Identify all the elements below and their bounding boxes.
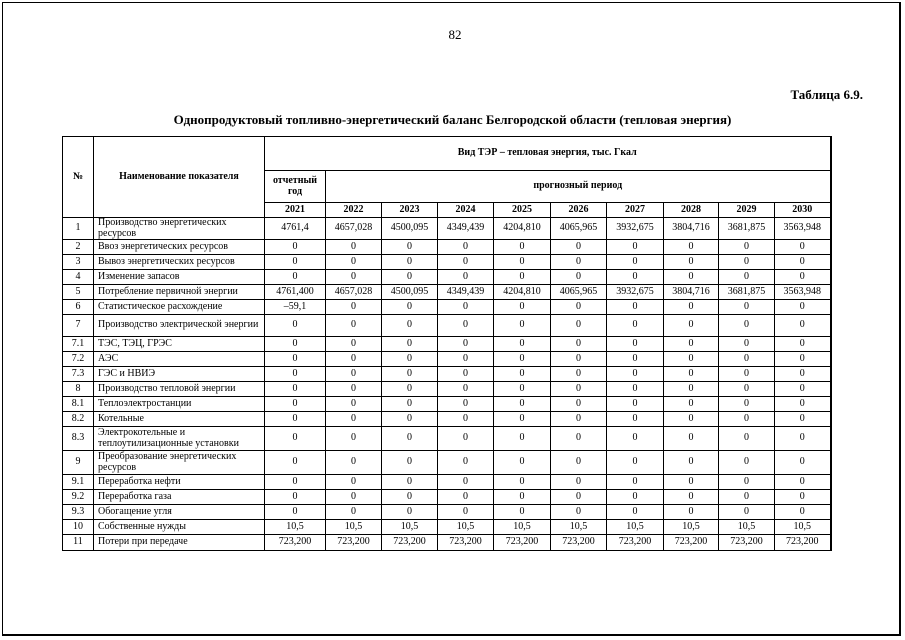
row-number: 4	[63, 270, 94, 285]
row-value-2025: 10,5	[494, 520, 551, 535]
table-row	[63, 300, 831, 315]
row-value-2024: 0	[438, 412, 494, 427]
row-value-2027: 0	[607, 505, 664, 520]
row-value-2030: 0	[775, 300, 831, 315]
row-value-2022: 0	[326, 451, 382, 475]
row-value-2029: 0	[719, 337, 775, 352]
table-row	[63, 367, 831, 382]
row-value-2023: 0	[382, 451, 438, 475]
row-indicator-name: Изменение запасов	[94, 270, 265, 285]
header-year: 2025	[494, 203, 551, 218]
row-value-2030: 0	[775, 427, 831, 451]
header-no: №	[63, 137, 94, 218]
table-row	[63, 412, 831, 427]
row-value-2026: 0	[551, 300, 607, 315]
row-value-2021: 0	[265, 337, 326, 352]
row-value-2022: 10,5	[326, 520, 382, 535]
row-value-2030: 0	[775, 505, 831, 520]
row-value-2023: 0	[382, 352, 438, 367]
row-value-2026: 10,5	[551, 520, 607, 535]
row-value-2028: 3804,716	[664, 218, 719, 240]
row-value-2024: 0	[438, 475, 494, 490]
row-value-2027: 0	[607, 367, 664, 382]
row-value-2024: 0	[438, 367, 494, 382]
row-value-2022: 0	[326, 240, 382, 255]
row-indicator-name: Вывоз энергетических ресурсов	[94, 255, 265, 270]
row-value-2022: 4657,028	[326, 285, 382, 300]
row-value-2026: 0	[551, 382, 607, 397]
row-value-2030: 3563,948	[775, 285, 831, 300]
row-value-2026: 0	[551, 505, 607, 520]
table-row	[63, 315, 831, 337]
row-value-2023: 0	[382, 367, 438, 382]
row-value-2025: 0	[494, 490, 551, 505]
row-value-2024: 0	[438, 315, 494, 337]
row-value-2027: 10,5	[607, 520, 664, 535]
row-value-2023: 10,5	[382, 520, 438, 535]
row-value-2023: 0	[382, 315, 438, 337]
row-value-2027: 723,200	[607, 535, 664, 551]
header-year: 2029	[719, 203, 775, 218]
row-value-2022: 0	[326, 412, 382, 427]
row-value-2025: 0	[494, 427, 551, 451]
row-value-2029: 0	[719, 451, 775, 475]
row-number: 8	[63, 382, 94, 397]
row-number: 9.3	[63, 505, 94, 520]
row-value-2030: 0	[775, 255, 831, 270]
row-value-2030: 0	[775, 337, 831, 352]
row-indicator-name: Статистическое расхождение	[94, 300, 265, 315]
row-indicator-name: ТЭС, ТЭЦ, ГРЭС	[94, 337, 265, 352]
row-value-2025: 0	[494, 451, 551, 475]
row-indicator-name: Преобразование энергетических ресурсов	[94, 451, 265, 475]
header-year: 2024	[438, 203, 494, 218]
row-value-2027: 0	[607, 427, 664, 451]
row-number: 9.1	[63, 475, 94, 490]
table-row	[63, 505, 831, 520]
row-value-2024: 4349,439	[438, 285, 494, 300]
row-value-2025: 0	[494, 412, 551, 427]
row-value-2026: 0	[551, 427, 607, 451]
row-value-2027: 0	[607, 412, 664, 427]
row-value-2026: 0	[551, 451, 607, 475]
row-value-2025: 0	[494, 315, 551, 337]
row-value-2030: 0	[775, 490, 831, 505]
table-row	[63, 270, 831, 285]
row-value-2028: 0	[664, 315, 719, 337]
row-value-2022: 0	[326, 300, 382, 315]
row-value-2029: 0	[719, 382, 775, 397]
row-value-2026: 0	[551, 352, 607, 367]
row-number: 8.2	[63, 412, 94, 427]
row-value-2022: 723,200	[326, 535, 382, 551]
row-number: 10	[63, 520, 94, 535]
row-value-2028: 10,5	[664, 520, 719, 535]
table-row	[63, 218, 831, 240]
row-value-2029: 0	[719, 300, 775, 315]
table-row	[63, 337, 831, 352]
row-value-2021: 0	[265, 397, 326, 412]
row-value-2030: 0	[775, 240, 831, 255]
row-value-2024: 0	[438, 300, 494, 315]
row-value-2029: 0	[719, 412, 775, 427]
row-value-2022: 0	[326, 270, 382, 285]
row-value-2023: 4500,095	[382, 218, 438, 240]
balance-table	[62, 136, 832, 551]
row-indicator-name: Переработка нефти	[94, 475, 265, 490]
row-value-2023: 0	[382, 240, 438, 255]
row-value-2023: 0	[382, 427, 438, 451]
row-value-2021: 0	[265, 451, 326, 475]
row-value-2025: 723,200	[494, 535, 551, 551]
row-value-2025: 0	[494, 367, 551, 382]
row-value-2022: 0	[326, 337, 382, 352]
row-value-2029: 0	[719, 490, 775, 505]
row-value-2026: 0	[551, 490, 607, 505]
row-value-2021: –59,1	[265, 300, 326, 315]
row-value-2028: 0	[664, 412, 719, 427]
row-number: 7.3	[63, 367, 94, 382]
row-indicator-name: Котельные	[94, 412, 265, 427]
row-value-2029: 3681,875	[719, 285, 775, 300]
row-value-2028: 0	[664, 505, 719, 520]
row-value-2026: 0	[551, 397, 607, 412]
row-value-2026: 723,200	[551, 535, 607, 551]
row-indicator-name: Собственные нужды	[94, 520, 265, 535]
row-number: 11	[63, 535, 94, 551]
row-value-2029: 3681,875	[719, 218, 775, 240]
row-value-2024: 723,200	[438, 535, 494, 551]
row-value-2027: 0	[607, 270, 664, 285]
row-value-2022: 0	[326, 315, 382, 337]
row-value-2022: 0	[326, 367, 382, 382]
row-value-2024: 0	[438, 382, 494, 397]
row-number: 7.2	[63, 352, 94, 367]
row-value-2029: 0	[719, 367, 775, 382]
row-value-2022: 0	[326, 255, 382, 270]
row-value-2028: 0	[664, 300, 719, 315]
row-value-2026: 0	[551, 240, 607, 255]
table-row	[63, 427, 831, 451]
header-fuel-type: Вид ТЭР – тепловая энергия, тыс. Гкал	[265, 137, 831, 171]
row-value-2021: 0	[265, 490, 326, 505]
row-value-2022: 0	[326, 427, 382, 451]
header-year: 2026	[551, 203, 607, 218]
row-value-2030: 0	[775, 315, 831, 337]
row-value-2029: 10,5	[719, 520, 775, 535]
row-value-2021: 0	[265, 255, 326, 270]
row-value-2021: 0	[265, 427, 326, 451]
row-value-2025: 0	[494, 240, 551, 255]
row-value-2023: 0	[382, 397, 438, 412]
row-value-2024: 0	[438, 397, 494, 412]
row-value-2029: 0	[719, 427, 775, 451]
row-number: 8.3	[63, 427, 94, 451]
row-value-2023: 0	[382, 412, 438, 427]
table-row	[63, 240, 831, 255]
row-number: 2	[63, 240, 94, 255]
row-indicator-name: Обогащение угля	[94, 505, 265, 520]
table-row	[63, 535, 831, 551]
row-value-2030: 0	[775, 367, 831, 382]
row-indicator-name: Производство тепловой энергии	[94, 382, 265, 397]
row-value-2021: 0	[265, 315, 326, 337]
row-value-2024: 10,5	[438, 520, 494, 535]
row-value-2026: 0	[551, 475, 607, 490]
row-value-2029: 0	[719, 270, 775, 285]
row-value-2021: 4761,400	[265, 285, 326, 300]
row-number: 7	[63, 315, 94, 337]
row-value-2028: 0	[664, 427, 719, 451]
row-value-2025: 0	[494, 255, 551, 270]
header-year: 2021	[265, 203, 326, 218]
row-number: 7.1	[63, 337, 94, 352]
row-value-2029: 0	[719, 397, 775, 412]
row-number: 5	[63, 285, 94, 300]
row-value-2022: 0	[326, 475, 382, 490]
row-number: 6	[63, 300, 94, 315]
row-value-2026: 4065,965	[551, 285, 607, 300]
row-value-2022: 0	[326, 490, 382, 505]
row-value-2026: 0	[551, 412, 607, 427]
row-value-2028: 0	[664, 270, 719, 285]
row-value-2023: 0	[382, 270, 438, 285]
row-value-2021: 0	[265, 367, 326, 382]
row-value-2025: 0	[494, 270, 551, 285]
row-value-2024: 0	[438, 490, 494, 505]
table-row	[63, 475, 831, 490]
row-indicator-name: Производство энергетических ресурсов	[94, 218, 265, 240]
row-value-2027: 0	[607, 397, 664, 412]
row-value-2021: 0	[265, 412, 326, 427]
row-value-2029: 0	[719, 315, 775, 337]
header-year: 2023	[382, 203, 438, 218]
row-value-2024: 0	[438, 451, 494, 475]
row-value-2028: 0	[664, 255, 719, 270]
row-value-2026: 4065,965	[551, 218, 607, 240]
row-value-2030: 0	[775, 412, 831, 427]
row-value-2021: 0	[265, 505, 326, 520]
row-value-2028: 0	[664, 397, 719, 412]
row-number: 9.2	[63, 490, 94, 505]
table-body	[63, 218, 831, 551]
row-value-2030: 3563,948	[775, 218, 831, 240]
row-value-2023: 0	[382, 505, 438, 520]
row-value-2028: 0	[664, 240, 719, 255]
row-value-2027: 0	[607, 475, 664, 490]
row-value-2021: 10,5	[265, 520, 326, 535]
row-value-2028: 0	[664, 352, 719, 367]
row-value-2021: 0	[265, 475, 326, 490]
row-indicator-name: Переработка газа	[94, 490, 265, 505]
row-value-2023: 0	[382, 300, 438, 315]
row-value-2028: 0	[664, 475, 719, 490]
row-value-2029: 0	[719, 475, 775, 490]
row-value-2023: 723,200	[382, 535, 438, 551]
header-year: 2027	[607, 203, 664, 218]
table-row	[63, 382, 831, 397]
row-value-2022: 4657,028	[326, 218, 382, 240]
row-value-2026: 0	[551, 315, 607, 337]
row-number: 3	[63, 255, 94, 270]
row-value-2025: 0	[494, 382, 551, 397]
header-forecast-period: прогнозный период	[326, 171, 831, 203]
row-indicator-name: ГЭС и НВИЭ	[94, 367, 265, 382]
table-title: Однопродуктовый топливно-энергетический баланс Белгородской области (тепловая энергия)	[173, 112, 732, 127]
row-value-2021: 723,200	[265, 535, 326, 551]
row-value-2027: 0	[607, 300, 664, 315]
row-value-2030: 0	[775, 397, 831, 412]
row-value-2025: 0	[494, 397, 551, 412]
row-value-2026: 0	[551, 255, 607, 270]
row-value-2024: 0	[438, 505, 494, 520]
table-row	[63, 352, 831, 367]
row-value-2024: 0	[438, 337, 494, 352]
header-reporting-year: отчетный год	[265, 171, 326, 203]
row-number: 9	[63, 451, 94, 475]
header-indicator: Наименование показателя	[94, 137, 265, 218]
header-year: 2022	[326, 203, 382, 218]
row-number: 1	[63, 218, 94, 240]
page-number: 82	[448, 27, 462, 42]
row-value-2023: 0	[382, 490, 438, 505]
row-value-2023: 0	[382, 337, 438, 352]
row-value-2026: 0	[551, 337, 607, 352]
row-value-2025: 0	[494, 352, 551, 367]
row-value-2029: 0	[719, 505, 775, 520]
row-indicator-name: Производство электрической энергии	[94, 315, 265, 337]
row-value-2024: 4349,439	[438, 218, 494, 240]
row-value-2028: 0	[664, 337, 719, 352]
row-indicator-name: Теплоэлектростанции	[94, 397, 265, 412]
row-value-2027: 0	[607, 337, 664, 352]
row-value-2027: 3932,675	[607, 218, 664, 240]
table-row	[63, 451, 831, 475]
row-value-2025: 4204,810	[494, 285, 551, 300]
row-value-2023: 0	[382, 382, 438, 397]
row-value-2028: 0	[664, 367, 719, 382]
row-number: 8.1	[63, 397, 94, 412]
row-value-2021: 0	[265, 352, 326, 367]
row-value-2022: 0	[326, 397, 382, 412]
row-indicator-name: Ввоз энергетических ресурсов	[94, 240, 265, 255]
row-value-2027: 0	[607, 451, 664, 475]
row-value-2030: 0	[775, 352, 831, 367]
row-value-2025: 0	[494, 475, 551, 490]
row-value-2027: 3932,675	[607, 285, 664, 300]
row-value-2026: 0	[551, 367, 607, 382]
row-value-2030: 723,200	[775, 535, 831, 551]
row-value-2025: 0	[494, 300, 551, 315]
row-value-2028: 0	[664, 382, 719, 397]
row-value-2030: 10,5	[775, 520, 831, 535]
row-indicator-name: Электрокотельные и теплоутилизационные установки	[94, 427, 265, 451]
row-value-2021: 0	[265, 270, 326, 285]
table-row	[63, 520, 831, 535]
row-value-2024: 0	[438, 427, 494, 451]
row-value-2021: 0	[265, 382, 326, 397]
row-value-2023: 0	[382, 475, 438, 490]
row-value-2025: 4204,810	[494, 218, 551, 240]
table-row	[63, 490, 831, 505]
header-year: 2028	[664, 203, 719, 218]
row-value-2029: 0	[719, 255, 775, 270]
row-indicator-name: Потребление первичной энергии	[94, 285, 265, 300]
row-value-2028: 3804,716	[664, 285, 719, 300]
header-year: 2030	[775, 203, 831, 218]
row-value-2024: 0	[438, 270, 494, 285]
row-value-2030: 0	[775, 382, 831, 397]
row-value-2028: 0	[664, 490, 719, 505]
row-value-2026: 0	[551, 270, 607, 285]
row-value-2030: 0	[775, 451, 831, 475]
row-indicator-name: АЭС	[94, 352, 265, 367]
row-value-2028: 0	[664, 451, 719, 475]
row-value-2027: 0	[607, 255, 664, 270]
row-value-2022: 0	[326, 352, 382, 367]
row-value-2029: 723,200	[719, 535, 775, 551]
row-value-2030: 0	[775, 475, 831, 490]
table-row	[63, 397, 831, 412]
row-value-2027: 0	[607, 490, 664, 505]
row-value-2025: 0	[494, 505, 551, 520]
row-indicator-name: Потери при передаче	[94, 535, 265, 551]
row-value-2024: 0	[438, 352, 494, 367]
row-value-2021: 4761,4	[265, 218, 326, 240]
row-value-2024: 0	[438, 255, 494, 270]
table-label: Таблица 6.9.	[790, 87, 863, 102]
row-value-2029: 0	[719, 352, 775, 367]
row-value-2027: 0	[607, 240, 664, 255]
row-value-2025: 0	[494, 337, 551, 352]
row-value-2028: 723,200	[664, 535, 719, 551]
row-value-2022: 0	[326, 382, 382, 397]
row-value-2027: 0	[607, 352, 664, 367]
row-value-2023: 0	[382, 255, 438, 270]
row-value-2029: 0	[719, 240, 775, 255]
row-value-2023: 4500,095	[382, 285, 438, 300]
row-value-2022: 0	[326, 505, 382, 520]
row-value-2027: 0	[607, 382, 664, 397]
row-value-2021: 0	[265, 240, 326, 255]
row-value-2030: 0	[775, 270, 831, 285]
table-row	[63, 285, 831, 300]
table-row	[63, 255, 831, 270]
row-value-2024: 0	[438, 240, 494, 255]
row-value-2027: 0	[607, 315, 664, 337]
